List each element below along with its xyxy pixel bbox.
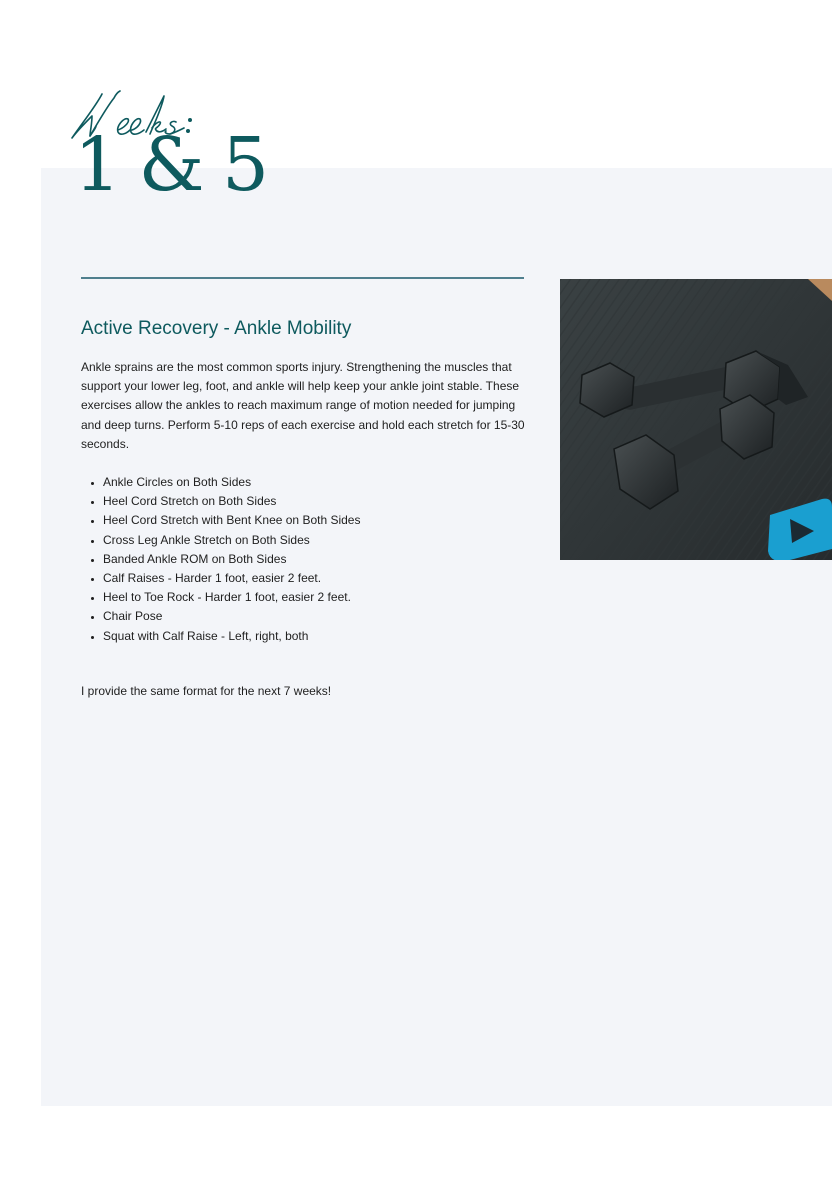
list-item: • Heel Cord Stretch with Bent Knee on Both Sides: [103, 511, 360, 530]
list-item: • Banded Ankle ROM on Both Sides: [103, 550, 360, 569]
section-divider: [81, 277, 524, 279]
weeks-number: 1 & 5: [74, 122, 267, 208]
list-item: • Heel to Toe Rock - Harder 1 foot, easier 2 feet.: [103, 588, 360, 607]
outro-paragraph: I provide the same format for the next 7 weeks!: [81, 684, 332, 698]
list-item: • Calf Raises - Harder 1 foot, easier 2 feet.: [103, 569, 360, 588]
dumbbells-photo[interactable]: [560, 279, 832, 560]
exercise-list: [81, 473, 360, 646]
list-item: • Chair Pose: [103, 607, 360, 626]
list-item: • Ankle Circles on Both Sides: [103, 473, 360, 492]
intro-paragraph: Ankle sprains are the most common sports injury. Strengthening the muscles that support your lower leg, foot, and ankle will help keep your ankle joint stable. These exercises allow the ankles to reach maximum range of motion needed for jumping and deep turns. Perform 5-10 reps of each exercise and hold each stretch for 15-30 seconds.: [81, 360, 525, 451]
list-item: • Heel Cord Stretch on Both Sides: [103, 492, 360, 511]
list-item: • Squat with Calf Raise - Left, right, both: [103, 627, 360, 646]
section-title: Active Recovery - Ankle Mobility: [81, 318, 352, 339]
list-item: • Cross Leg Ankle Stretch on Both Sides: [103, 531, 360, 550]
